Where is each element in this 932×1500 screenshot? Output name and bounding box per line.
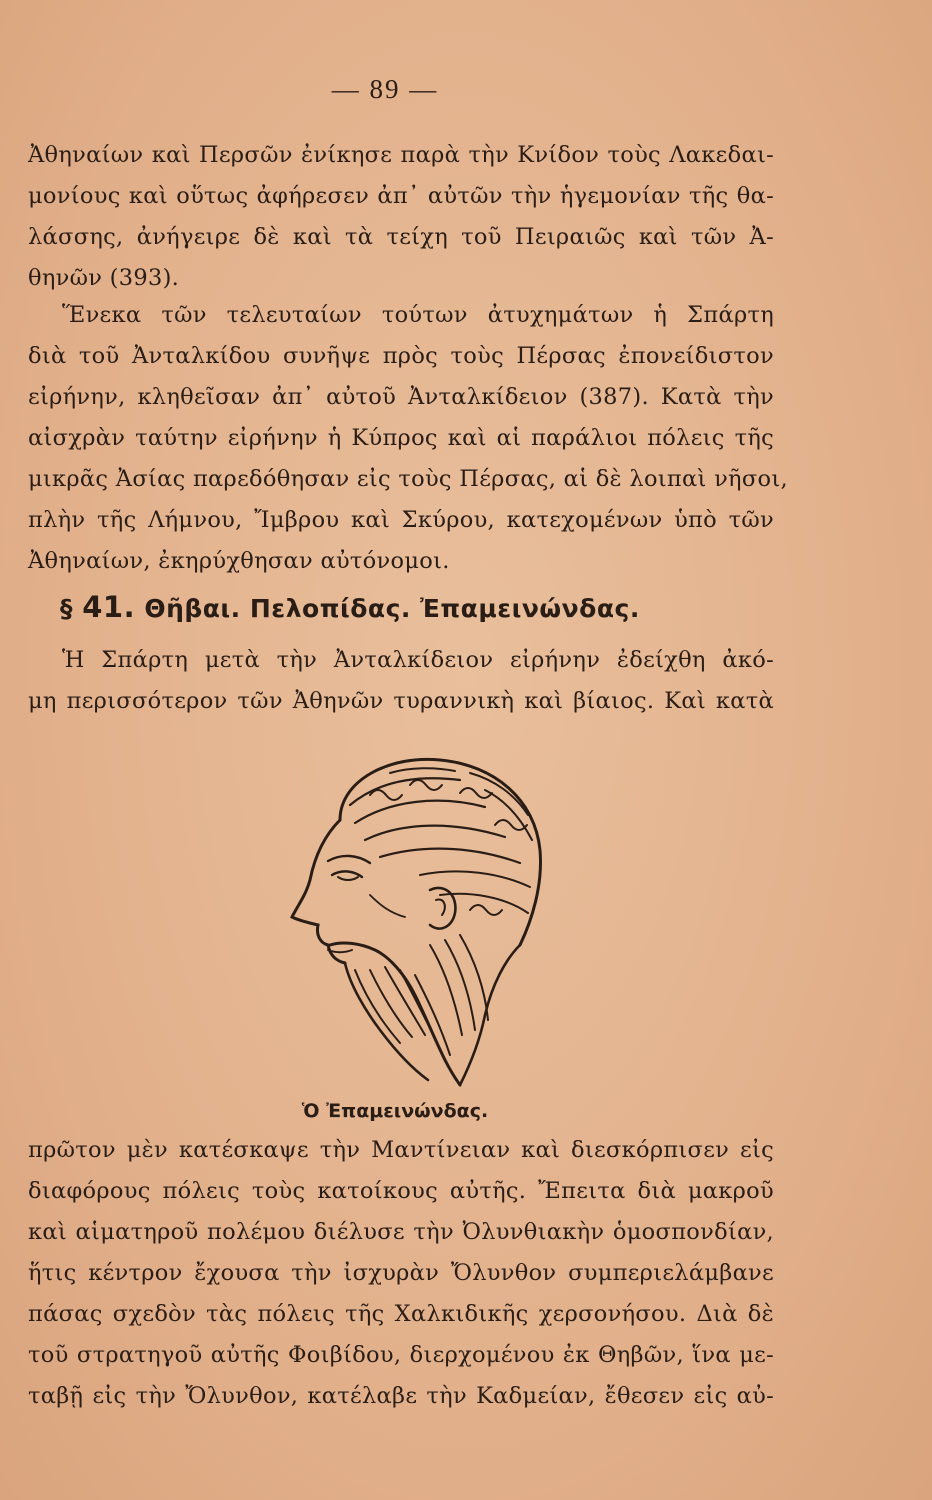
text-line: λάσσης, ἀνήγειρε δὲ καὶ τὰ τείχη τοῦ Πειραιῶς καὶ τῶν Ἀ- bbox=[28, 224, 774, 250]
text-line: πλὴν τῆς Λήμνου, Ἴμβρου καὶ Σκύρου, κατεχομένων ὑπὸ τῶν bbox=[28, 507, 774, 533]
text-line: αἰσχρὰν ταύτην εἰρήνην ἡ Κύπρος καὶ αἱ παράλιοι πόλεις τῆς bbox=[28, 425, 774, 451]
face-profile bbox=[292, 820, 345, 963]
portrait-illustration bbox=[270, 745, 570, 1090]
text-line: τοῦ στρατηγοῦ αὐτῆς Φοιβίδου, διερχομένου ἐκ Θηβῶν, ἵνα με- bbox=[28, 1342, 774, 1368]
paragraph-4 bbox=[28, 1130, 774, 1417]
text-line: Ἡ Σπάρτη μετὰ τὴν Ἀνταλκίδειον εἰρήνην ἐδείχθη ἀκό- bbox=[62, 647, 774, 673]
text-line: μη περισσότερον τῶν Ἀθηνῶν τυραννικὴ καὶ βίαιος. Καὶ κατὰ bbox=[28, 688, 774, 714]
text-line: πάσας σχεδὸν τὰς πόλεις τῆς Χαλκιδικῆς χερσονήσου. Διὰ δὲ bbox=[28, 1301, 774, 1327]
text-line: ἥτις κέντρον ἔχουσα τὴν ἰσχυρὰν Ὄλυνθον συμπεριελάμβανε bbox=[28, 1260, 774, 1286]
section-heading bbox=[60, 590, 760, 624]
text-line: καὶ αἱματηροῦ πολέμου διέλυσε τὴν Ὀλυνθιακὴν ὁμοσπονδίαν, bbox=[28, 1219, 774, 1245]
text-line: Ἕνεκα τῶν τελευταίων τούτων ἀτυχημάτων ἡ Σπάρτη bbox=[62, 302, 774, 328]
paragraph-2 bbox=[28, 295, 788, 582]
page-number: — 89 — bbox=[331, 74, 439, 104]
text-line: διὰ τοῦ Ἀνταλκίδου συνῆψε πρὸς τοὺς Πέρσας ἐπονείδιστον bbox=[28, 343, 774, 369]
text-line: διαφόρους πόλεις τοὺς κατοίκους αὐτῆς. Ἔπειτα διὰ μακροῦ bbox=[28, 1178, 774, 1204]
text-line: εἰρήνην, κληθεῖσαν ἀπ᾿ αὐτοῦ Ἀνταλκίδειον (387). Κατὰ τὴν bbox=[28, 384, 774, 410]
text-line: Ἀθηναίων καὶ Περσῶν ἐνίκησε παρὰ τὴν Κνίδον τοὺς Λακεδαι- bbox=[28, 142, 774, 168]
text-line: μικρᾶς Ἀσίας παρεδόθησαν εἰς τοὺς Πέρσας, αἱ δὲ λοιπαὶ νῆσοι, bbox=[28, 466, 788, 492]
paragraph-1 bbox=[28, 135, 774, 299]
portrait-caption: Ὁ Ἐπαμεινώνδας. bbox=[301, 1100, 489, 1122]
text-line: ταβῇ εἰς τὴν Ὄλυνθον, κατέλαβε τὴν Καδμείαν, ἔθεσεν εἰς αὐ- bbox=[28, 1383, 774, 1409]
section-number: 41. bbox=[82, 590, 136, 624]
section-symbol: § bbox=[60, 594, 73, 623]
text-line: πρῶτον μὲν κατέσκαψε τὴν Μαντίνειαν καὶ διεσκόρπισεν εἰς bbox=[28, 1137, 774, 1163]
text-line: θηνῶν (393). bbox=[28, 265, 180, 291]
section-title: Θῆβαι. Πελοπίδας. Ἐπαμεινώνδας. bbox=[144, 594, 640, 623]
paragraph-3 bbox=[28, 640, 774, 722]
text-line: μονίους καὶ οὕτως ἀφήρεσεν ἀπ᾿ αὐτῶν τὴν ἡγεμονίαν τῆς θα- bbox=[28, 183, 774, 209]
text-line: Ἀθηναίων, ἐκηρύχθησαν αὐτόνομοι. bbox=[28, 548, 450, 574]
